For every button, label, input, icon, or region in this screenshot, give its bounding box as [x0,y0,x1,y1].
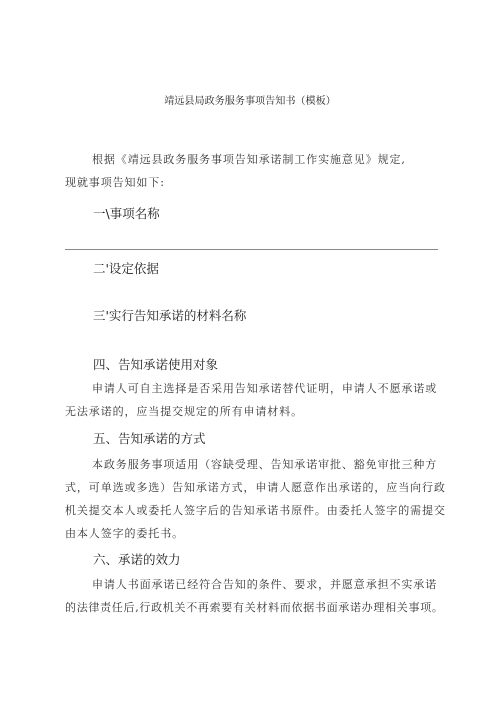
section-6-line-2: 的法律责任后,行政机关不再索要有关材料而依据书面承诺办理相关事项。 [65,601,444,614]
intro-line-2: 现就事项告知如下: [65,176,165,189]
section-5-line-1: 本政务服务事项适用（容缺受理、告知承诺审批、豁免审批三种方 [92,458,438,471]
section-heading-commitment-method: 五、告知承诺的方式 [93,431,206,446]
document-title: 靖远县局政务服务事项告知书（模板） [164,96,336,107]
section-5-line-3: 机关提交本人或委托人签字后的告知承诺书原件。由委托人签字的需提交 [65,504,446,517]
section-heading-material-names: 三'实行告知承诺的材料名称 [93,308,247,323]
section-4-line-2: 无法承诺的，应当提交规定的所有申请材料。 [65,405,303,418]
section-heading-commitment-effect: 六、承诺的效力 [93,552,181,567]
section-heading-item-name: 一\事项名称 [93,206,160,221]
divider-line [65,249,438,250]
section-5-line-4: 由本人签字的委托书。 [65,527,184,540]
intro-line-1: 根据《靖远县政务服务事项告知承诺制工作实施意见》规定, [92,153,406,166]
section-6-line-1: 申请人书面承诺已经符合告知的条件、要求，并愿意承担不实承诺 [92,578,438,591]
section-5-line-2: 式，可单选或多选）告知承诺方式，申请人愿意作出承诺的，应当向行政 [65,481,446,494]
section-heading-applicable-parties: 四、告知承诺使用对象 [93,357,219,372]
section-4-line-1: 申请人可自主选择是否采用告知承诺替代证明，申请人不愿承诺或 [92,382,438,395]
section-heading-legal-basis: 二'设定依据 [93,261,159,276]
